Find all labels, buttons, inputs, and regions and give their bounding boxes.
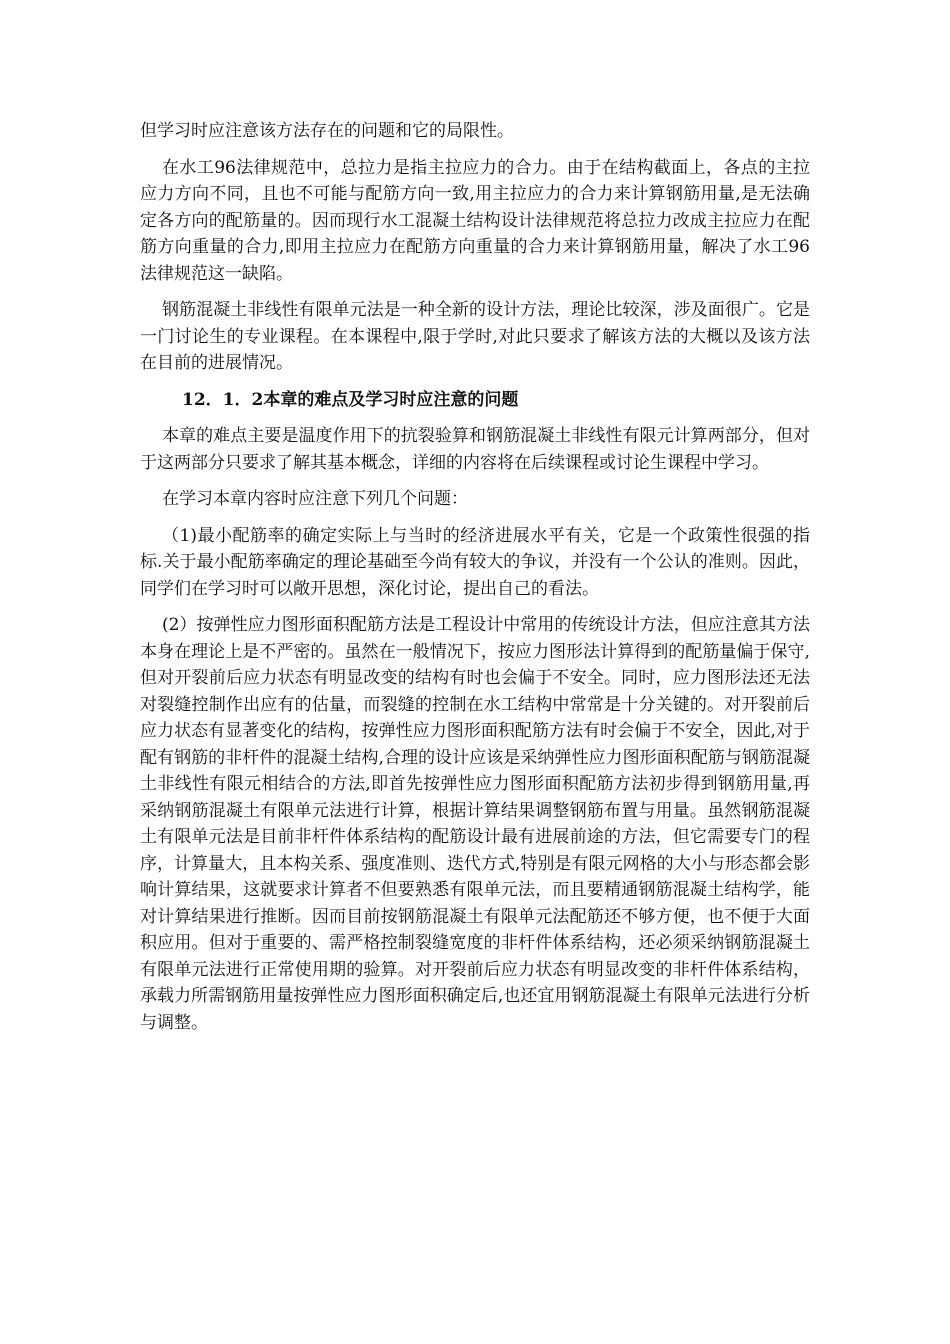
document-page bbox=[140, 118, 810, 1046]
paragraph-total-tension: 在水工96法律规范中，总拉力是指主拉应力的合力。由于在结构截面上，各点的主拉应力方向不同，且也不可能与配筋方向一致,用主拉应力的合力来计算钢筋用量,是无法确定各方向的配筋量的。因而现行水工混凝土结构设计法律规范将总拉力改成主拉应力在配筋方向重量的合力,即用主拉应力在配筋方向重量的合力来计算钢筋用量，解决了水工96法律规范这一缺陷。 bbox=[140, 157, 810, 284]
paragraph-nonlinear-fem: 钢筋混凝土非线性有限单元法是一种全新的设计方法，理论比较深，涉及面很广。它是一门讨论生的专业课程。在本课程中,限于学时,对此只要求了解该方法的大概以及该方法在目前的进展情况。 bbox=[140, 300, 810, 373]
paragraph-item-1: （1)最小配筋率的确定实际上与当时的经济进展水平有关，它是一个政策性很强的指标.关于最小配筋率确定的理论基础至今尚有较大的争议，并没有一个公认的准则。因此，同学们在学习时可以敞开思想，深化讨论，提出自己的看法。 bbox=[140, 525, 810, 599]
paragraph-difficulties: 本章的难点主要是温度作用下的抗裂验算和钢筋混凝土非线性有限元计算两部分，但对于这两部分只要求了解其基本概念，详细的内容将在后续课程或讨论生课程中学习。 bbox=[140, 426, 810, 473]
paragraph-item-2: (2）按弹性应力图形面积配筋方法是工程设计中常用的传统设计方法，但应注意其方法本身在理论上是不严密的。虽然在一般情况下，按应力图形法计算得到的配筋量偏于保守,但对开裂前后应力状态有明显改变的结构有时也会偏于不安全。同时，应力图形法还无法对裂缝控制作出应有的估量，而裂缝的控制在水工结构中常常是十分关键的。对开裂前后应力状态有显著变化的结构，按弹性应力图形面积配筋方法有时会偏于不安全，因此,对于配有钢筋的非杆件的混凝土结构,合理的设计应该是采纳弹性应力图形面积配筋与钢筋混凝土非线性有限元相结合的方法,即首先按弹性应力图形面积配筋方法初步得到钢筋用量,再采纳钢筋混凝土有限单元法进行计算，根据计算结果调整钢筋布置与用量。虽然钢筋混凝土有限单元法是目前非杆件体系结构的配筋设计最有进展前途的方法，但它需要专门的程序，计算量大，且本构关系、强度准则、迭代方式,特别是有限元网格的大小与形态都会影响计算结果，这就要求计算者不但要熟悉有限单元法，而且要精通钢筋混凝土结构学，能对计算结果进行推断。因而目前按钢筋混凝土有限单元法配筋还不够方便，也不便于大面积应用。但对于重要的、需严格控制裂缝宽度的非杆件体系结构，还必须采纳钢筋混凝土有限单元法进行正常使用期的验算。对开裂前后应力状态有明显改变的非杆件体系结构，承载力所需钢筋用量按弹性应力图形面积确定后,也还宜用钢筋混凝土有限单元法进行分析与调整。 bbox=[140, 615, 810, 1033]
paragraph-notes-intro: 在学习本章内容时应注意下列几个问题： bbox=[162, 489, 468, 509]
section-heading: 12．1．2本章的难点及学习时应注意的问题 bbox=[182, 389, 519, 410]
paragraph-intro-tail: 但学习时应注意该方法存在的问题和它的局限性。 bbox=[140, 121, 514, 141]
